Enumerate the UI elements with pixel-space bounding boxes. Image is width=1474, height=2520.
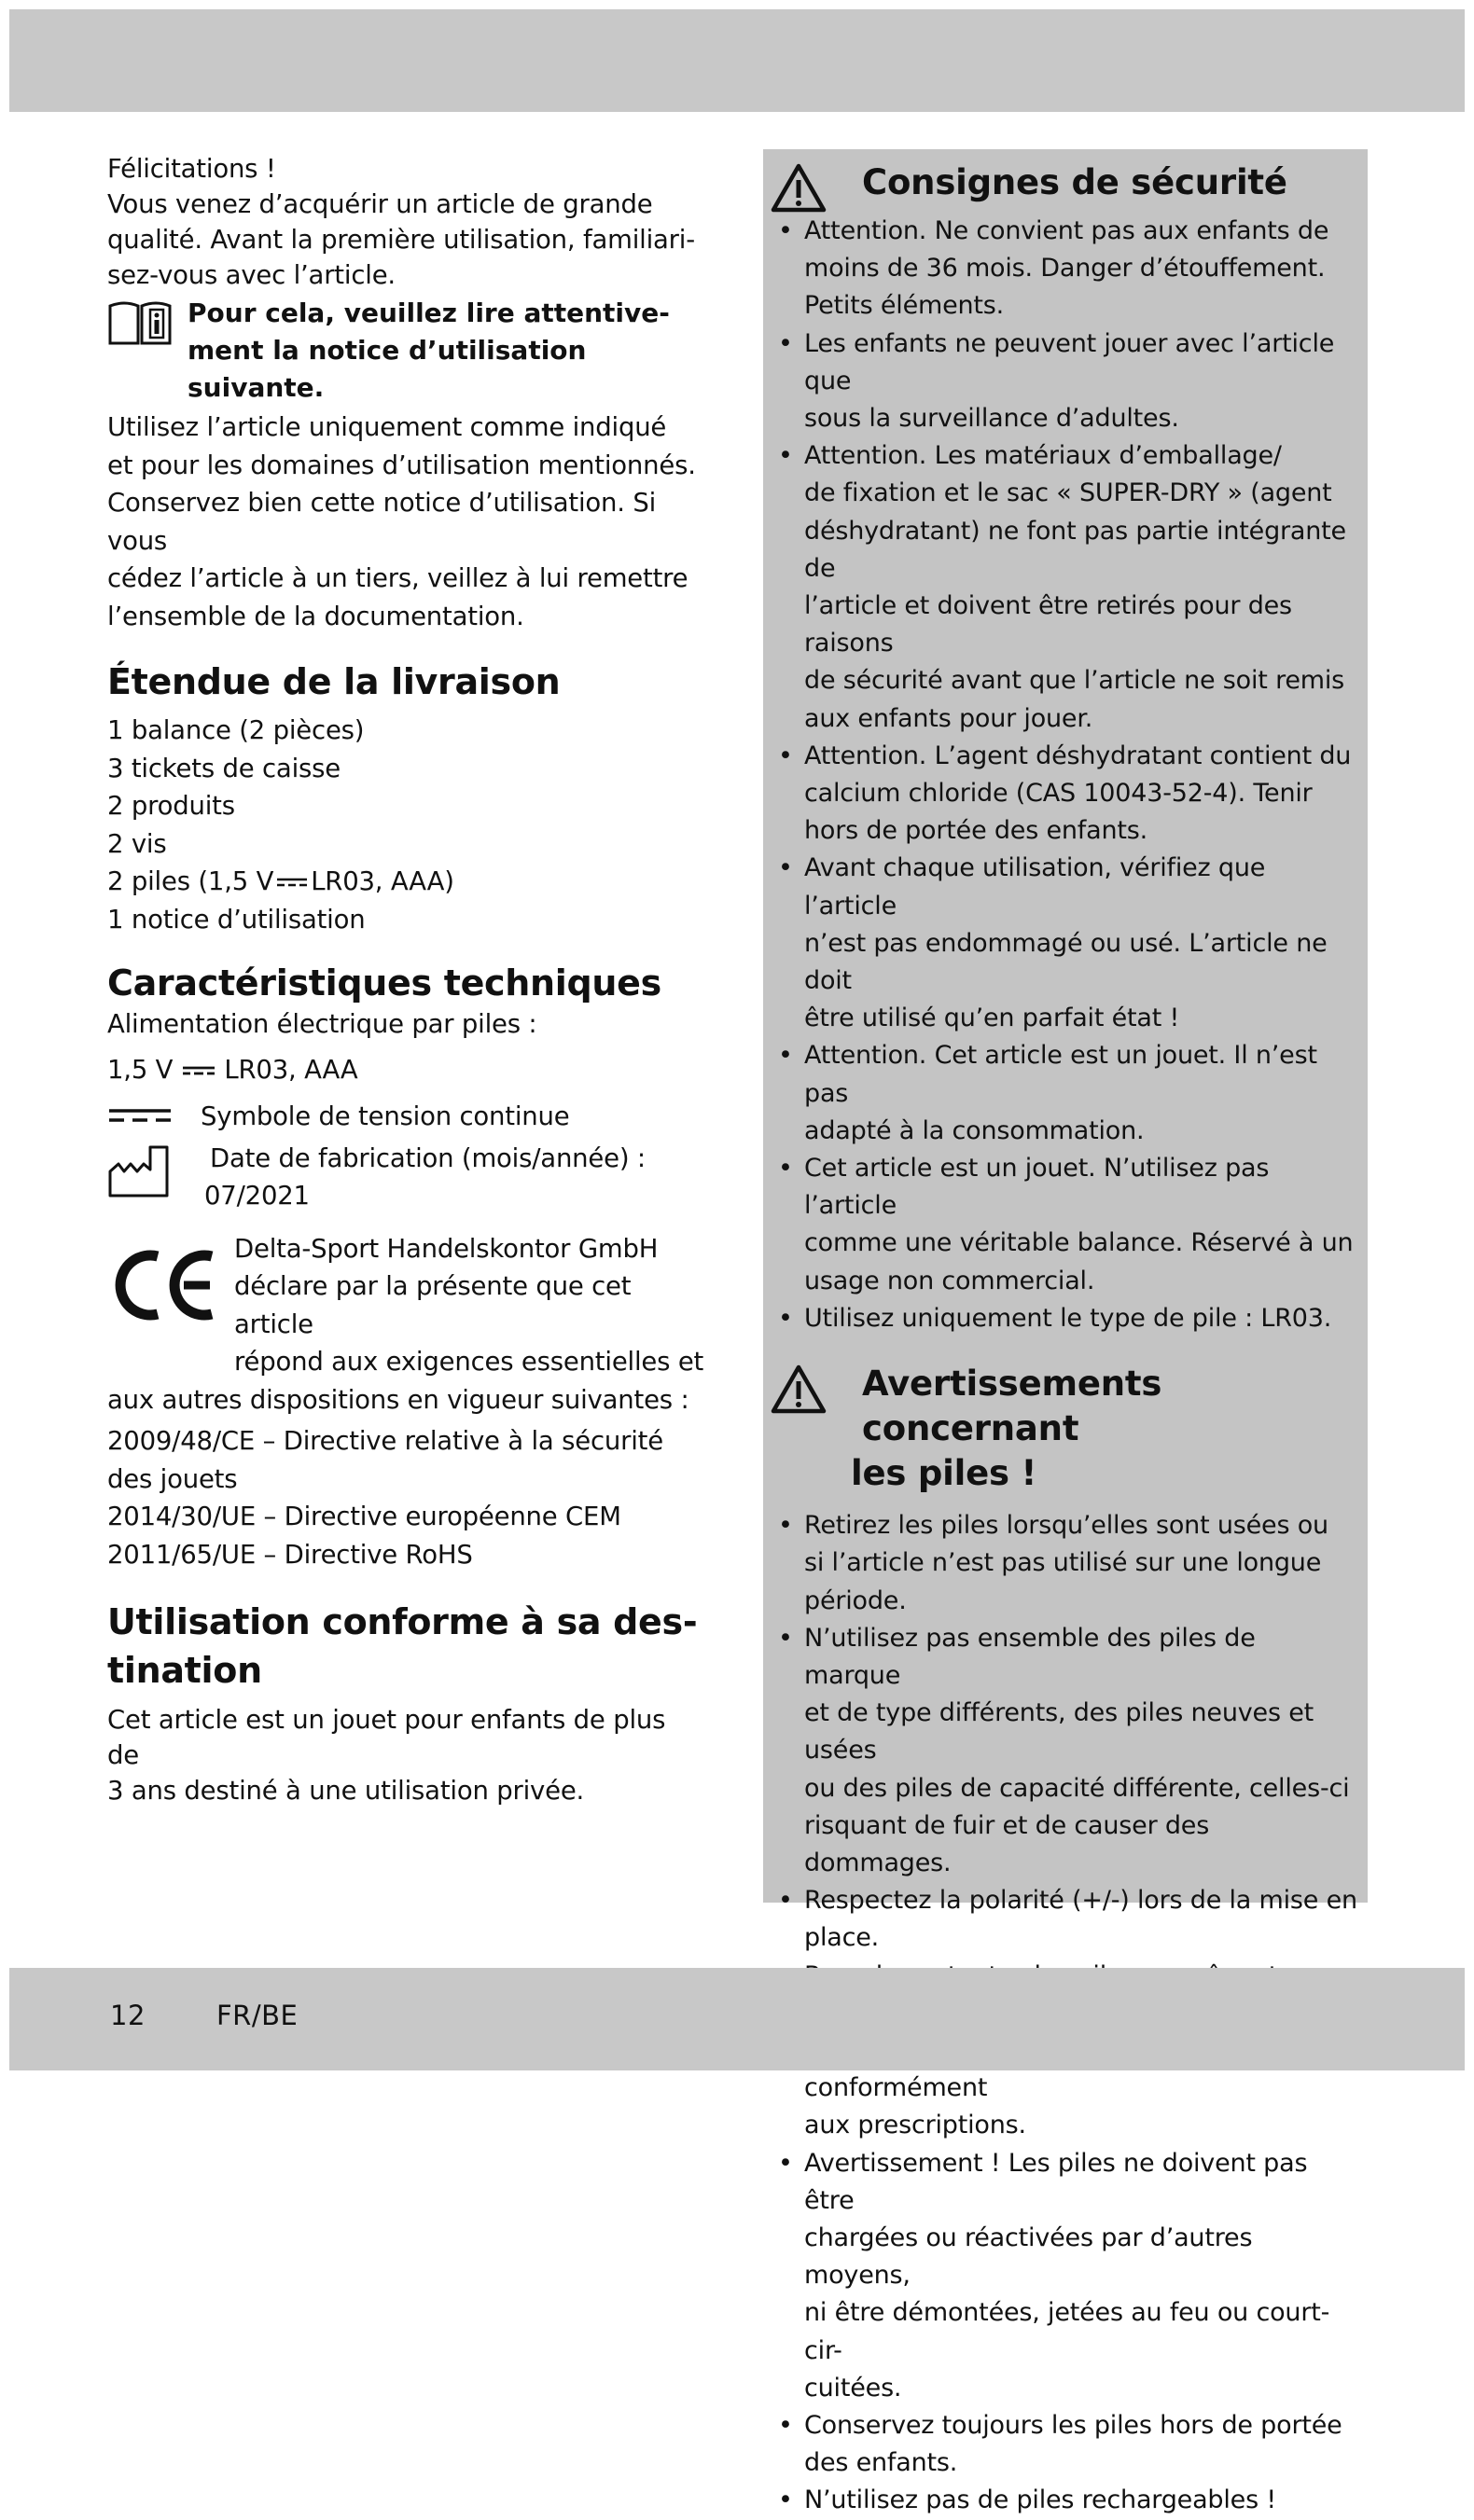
directive: des jouets xyxy=(107,1463,238,1494)
safety-list xyxy=(763,213,1368,1337)
mfg-date-row xyxy=(107,1140,704,1215)
ce-line: Delta-Sport Handelskontor GmbH xyxy=(234,1233,659,1264)
intro-line: sez-vous avec l’article. xyxy=(107,260,396,290)
note-line: ment la notice d’utilisation xyxy=(188,335,587,366)
left-column xyxy=(107,151,704,1808)
safety-item: • Utilisez uniquement le type de pile : LR03. xyxy=(778,1300,1358,1337)
delivery-title: Étendue de la livraison xyxy=(107,661,561,702)
ce-mark-icon xyxy=(107,1243,219,1327)
battery-title: les piles ! xyxy=(851,1453,1037,1494)
purpose-line: 3 ans destiné à une utilisation privée. xyxy=(107,1776,585,1806)
dc-symbol-icon xyxy=(107,1105,173,1126)
note-line: suivante. xyxy=(188,372,325,403)
dc-symbol-row xyxy=(107,1098,704,1136)
usage-line: et pour les domaines d’utilisation mentionnés. xyxy=(107,450,696,480)
safety-heading xyxy=(763,149,1368,205)
language-code: FR/BE xyxy=(216,2000,299,2031)
battery-item: • Respectez la polarité (+/-) lors de la mise en place. xyxy=(778,1882,1358,1957)
intro-greeting: Félicitations ! xyxy=(107,154,276,184)
warning-icon xyxy=(771,1364,827,1414)
footer-bar xyxy=(9,1968,1465,2070)
directive: 2009/48/CE – Directive relative à la sécurité xyxy=(107,1426,663,1456)
battery-title: Avertissements concernant xyxy=(862,1364,1162,1449)
safety-panel xyxy=(763,149,1368,2515)
note-line: Pour cela, veuillez lire attentive- xyxy=(188,298,670,328)
delivery-item: 1 notice d’utilisation xyxy=(107,904,366,935)
battery-item: • N’utilisez pas de piles rechargeables ! xyxy=(778,2482,1358,2519)
read-manual-note xyxy=(107,295,704,407)
purpose-title: Utilisation conforme à sa des- xyxy=(107,1601,698,1642)
dc-symbol-icon xyxy=(181,1063,216,1078)
ce-line: déclare par la présente que cet article xyxy=(234,1271,632,1339)
intro-line: qualité. Avant la première utilisation, familiari- xyxy=(107,225,695,255)
battery-type: LR03, AAA) xyxy=(311,866,454,896)
delivery-item: 3 tickets de caisse xyxy=(107,753,341,783)
dc-symbol-icon xyxy=(275,875,309,890)
purpose-line: Cet article est un jouet pour enfants de plus de xyxy=(107,1705,666,1770)
battery-item: • N’utilisez pas ensemble des piles de marque et de type différents, des piles neuves et usées ou des piles de capacité différente, celles-ci risquant de fuir et de causer des dommages. xyxy=(778,1620,1358,1882)
delivery-item xyxy=(107,863,704,901)
ce-line: aux autres dispositions en vigueur suivantes : xyxy=(107,1384,689,1415)
battery-item: • Retirez les piles lorsqu’elles sont usées ou si l’article n’est pas utilisé sur une longue période. xyxy=(778,1507,1358,1620)
header-bar xyxy=(9,9,1465,112)
delivery-list xyxy=(107,712,704,938)
tech-power: Alimentation électrique par piles : xyxy=(107,1009,537,1039)
tech-volt: 1,5 V xyxy=(107,1054,174,1085)
safety-item: • Cet article est un jouet. N’utilisez pas l’article comme une véritable balance. Réservé à un usage non commercial. xyxy=(778,1150,1358,1300)
safety-item: • Les enfants ne peuvent jouer avec l’article que sous la surveillance d’adultes. xyxy=(778,325,1358,438)
battery-count: 2 piles (1,5 V xyxy=(107,866,274,896)
battery-item: • Avertissement ! Les piles ne doivent pas être chargées ou réactivées par d’autres moyens, ni être démontées, jetées au feu ou court-cir- cuitées. xyxy=(778,2145,1358,2407)
page-number: 12 xyxy=(110,2000,146,2031)
directive: 2014/30/UE – Directive européenne CEM xyxy=(107,1502,621,1531)
delivery-item: 2 vis xyxy=(107,828,167,859)
ce-declaration xyxy=(107,1230,704,1381)
purpose-title: tination xyxy=(107,1650,262,1691)
manual-info-icon xyxy=(107,300,173,349)
ce-line: répond aux exigences essentielles et xyxy=(234,1347,704,1377)
usage-line: cédez l’article à un tiers, veillez à lui remettre xyxy=(107,563,688,593)
mfg-label: Date de fabrication (mois/année) : xyxy=(210,1142,646,1173)
battery-item: • Conservez toujours les piles hors de portée des enfants. xyxy=(778,2407,1358,2482)
dc-symbol-label: Symbole de tension continue xyxy=(201,1101,570,1131)
safety-item: • Avant chaque utilisation, vérifiez que l’article n’est pas endommagé ou usé. L’article ne doit être utilisé qu’en parfait état ! xyxy=(778,850,1358,1037)
usage-line: Conservez bien cette notice d’utilisation. Si vous xyxy=(107,488,657,556)
usage-line: l’ensemble de la documentation. xyxy=(107,601,524,631)
delivery-item: 1 balance (2 pièces) xyxy=(107,715,365,745)
safety-title: Consignes de sécurité xyxy=(862,162,1287,202)
safety-item: • Attention. Ne convient pas aux enfants de moins de 36 mois. Danger d’étouffement. Petits éléments. xyxy=(778,213,1358,325)
battery-item: • conformément aux prescriptions. xyxy=(778,1958,1358,2145)
intro-line: Vous venez d’acquérir un article de grande xyxy=(107,189,653,219)
tech-voltage-line xyxy=(107,1051,704,1089)
factory-icon xyxy=(107,1142,173,1199)
warning-icon xyxy=(771,162,827,213)
tech-battery: LR03, AAA xyxy=(224,1054,358,1085)
battery-heading xyxy=(763,1350,1368,1496)
safety-item: • Attention. L’agent déshydratant contient du calcium chloride (CAS 10043-52-4). Tenir hors de portée des enfants. xyxy=(778,738,1358,851)
mfg-date: 07/2021 xyxy=(204,1181,310,1211)
tech-title: Caractéristiques techniques xyxy=(107,962,661,1004)
usage-line: Utilisez l’article uniquement comme indiqué xyxy=(107,412,667,442)
delivery-item: 2 produits xyxy=(107,791,235,821)
directive: 2011/65/UE – Directive RoHS xyxy=(107,1539,473,1570)
safety-item: • Attention. Les matériaux d’emballage/ de fixation et le sac « SUPER-DRY » (agent déshydratant) ne font pas partie intégrante de l’article et doivent être retirés pour des raisons de sécurité avant que l’article ne soit remis aux enfants pour jouer. xyxy=(778,437,1358,738)
safety-item: • Attention. Cet article est un jouet. Il n’est pas adapté à la consommation. xyxy=(778,1037,1358,1150)
